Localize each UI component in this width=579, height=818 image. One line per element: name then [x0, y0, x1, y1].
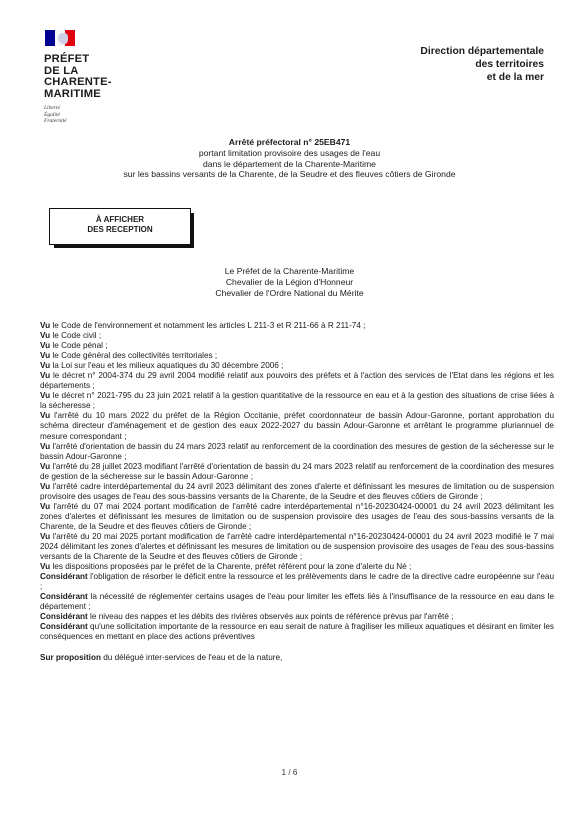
- visa-lead: Considérant: [40, 592, 88, 602]
- direction-line: et de la mer: [486, 72, 544, 83]
- visa-lead: Considérant: [40, 612, 88, 622]
- visa-lead: Vu: [40, 531, 51, 541]
- visa-lead: Vu: [40, 501, 51, 511]
- logo-text: [44, 54, 154, 100]
- visa-paragraph: [40, 612, 554, 622]
- visa-text: l'obligation de résorber le déficit entre la ressource et les prélèvements dans le cadre de la directive cadre européenne sur l'eau ;: [40, 572, 554, 592]
- motto-line: Égalité: [44, 111, 60, 118]
- prefecture-logo: [44, 30, 154, 125]
- visa-lead: Vu: [40, 361, 51, 371]
- visa-text: l'arrêté du 20 mai 2025 portant modification de l'arrêté cadre interdépartemental n°16-20230424-00001 du 24 avril 2023 modifié le 7 mai 2024 délimitant les zones d'alertes et définissant les mesures de limitation ou de suspension provisoire des usages de l'eau des sous-bassins versants de la Charente de la Seudre et des fleuves côtiers de Gironde ;: [40, 531, 554, 562]
- visa-lead: Vu: [40, 441, 51, 451]
- republic-motto: [44, 105, 154, 125]
- posting-stamp-box: [49, 208, 191, 245]
- decree-subtitle: sur les bassins versants de la Charente, de la Seudre et des fleuves côtiers de Gironde: [123, 169, 456, 180]
- decree-number: Arrêté préfectoral n° 25EB471: [228, 137, 351, 147]
- visa-paragraph: [40, 411, 554, 441]
- visa-paragraph: [40, 321, 554, 331]
- visa-text: l'arrêté du 10 mars 2022 du préfet de la Région Occitanie, préfet coordonnateur de bassin Adour-Garonne, portant approbation du schéma directeur d'aménagement et de gestion des eaux 2022-2027 du bassin Adour-Garonne et arrêtant le programme pluriannuel de mesure correspondant ;: [40, 411, 554, 441]
- visa-paragraph: [40, 442, 554, 462]
- prefect-line: Chevalier de l'Ordre National du Mérite: [215, 287, 364, 298]
- visa-lead: Vu: [40, 371, 51, 381]
- visa-paragraph: [40, 592, 554, 612]
- visa-paragraph: [40, 371, 554, 391]
- marianne-flag-icon: [45, 30, 75, 46]
- decree-body: [40, 321, 554, 663]
- visa-lead: Vu: [40, 331, 51, 341]
- visa-text: qu'une sollicitation importante de la ressource en eau serait de nature à fragiliser les milieux aquatiques et désirant en limiter les conséquences en mettant en place des actions préventives: [40, 622, 555, 642]
- issuing-direction: [420, 45, 544, 84]
- stamp-line: DES RECEPTION: [87, 225, 153, 234]
- visa-text: l'arrêté du 28 juillet 2023 modifiant l'arrêté d'orientation de bassin du 24 mars 2023 relatif au renforcement de la coordination des mesures de gestion de la sécheresse sur le bassin Adour-Garonne ;: [40, 461, 554, 481]
- visa-paragraph: [40, 341, 554, 351]
- proposal-lead: Sur proposition: [40, 652, 101, 662]
- visa-paragraph: [40, 331, 554, 341]
- visa-lead: Considérant: [40, 572, 88, 582]
- decree-subtitle: dans le département de la Charente-Maritime: [203, 158, 376, 169]
- stamp-line: À AFFICHER: [95, 215, 145, 224]
- visa-paragraph: [40, 351, 554, 361]
- visa-lead: Vu: [40, 391, 51, 401]
- visa-paragraph: [40, 572, 554, 592]
- visa-text: la nécessité de réglementer certains usages de l'eau pour limiter les effets liés à l'insuffisance de la ressource en eau dans le département ;: [40, 592, 554, 612]
- visa-paragraph: [40, 562, 554, 572]
- visa-lead: Considérant: [40, 622, 88, 632]
- visa-text: l'arrêté du 07 mai 2024 portant modification de l'arrêté cadre interdépartemental n°16-20230424-00001 du 24 avril 2023 délimitant les zones d'alertes et définissant les mesures de limitation ou de suspension provisoire des usages de l'eau des sous-bassins versants de la Charente, de la Seudre et des fleuves côtiers de Gironde ;: [40, 501, 554, 531]
- visa-paragraph: [40, 361, 554, 371]
- decree-title: [0, 137, 579, 180]
- logo-line: PRÉFET: [44, 53, 90, 65]
- visa-text: le décret n° 2004-374 du 29 avril 2004 modifié relatif aux pouvoirs des préfets et à l'action des services de l'Etat dans les régions et les départements ;: [40, 371, 554, 391]
- visa-lead: Vu: [40, 562, 51, 572]
- visa-paragraph: [40, 502, 554, 532]
- visa-text: le décret n° 2021-795 du 23 juin 2021 relatif à la gestion quantitative de la ressource en eau et à la gestion des situations de crise liées à la sécheresse ;: [40, 391, 554, 411]
- decree-subtitle: portant limitation provisoire des usages de l'eau: [198, 147, 381, 158]
- visa-paragraph: [40, 462, 554, 482]
- direction-line: Direction départementale: [420, 46, 544, 57]
- prefect-line: Le Préfet de la Charente-Maritime: [224, 266, 355, 276]
- logo-line: MARITIME: [44, 87, 101, 100]
- visa-paragraph: [40, 532, 554, 562]
- prefect-titles: [0, 266, 579, 298]
- visa-paragraph: [40, 391, 554, 411]
- visa-paragraph: [40, 482, 554, 502]
- visa-lead: Vu: [40, 411, 51, 421]
- visa-list: [40, 321, 554, 643]
- visa-lead: Vu: [40, 481, 51, 491]
- visa-lead: Vu: [40, 321, 51, 330]
- visa-text: le Code pénal ;: [50, 341, 108, 351]
- page-number: 1 / 6: [281, 768, 298, 777]
- visa-lead: Vu: [40, 351, 51, 361]
- proposal-paragraph: [40, 653, 554, 663]
- motto-line: Liberté: [44, 105, 60, 111]
- prefect-line: Chevalier de la Légion d'Honneur: [225, 276, 354, 287]
- visa-text: l'arrêté cadre interdépartemental du 24 avril 2023 délimitant des zones d'alerte et définissant les mesures de limitation ou de suspension provisoire des usages de l'eau des sous-bassins versants de la Charente, de la Seudre et des fleuves côtiers de Gironde ;: [40, 481, 554, 501]
- visa-text: la Loi sur l'eau et les milieux aquatiques du 30 décembre 2006 ;: [50, 361, 284, 371]
- proposal-text: du délégué inter-services de l'eau et de la nature,: [100, 652, 283, 662]
- visa-text: le niveau des nappes et les débits des rivières observés aux points de référence prévus par l'arrêté ;: [87, 612, 454, 622]
- visa-text: les dispositions proposées par le préfet de la Charente, préfet référent pour la zone d'alerte du Né ;: [50, 562, 412, 572]
- visa-text: le Code civil ;: [50, 331, 102, 341]
- visa-lead: Vu: [40, 461, 51, 471]
- visa-paragraph: [40, 622, 554, 642]
- visa-lead: Vu: [40, 341, 51, 351]
- logo-line: CHARENTE-: [44, 76, 112, 88]
- visa-text: le Code général des collectivités territoriales ;: [50, 351, 218, 361]
- direction-line: des territoires: [475, 59, 544, 70]
- logo-line: DE LA: [44, 64, 79, 77]
- visa-text: l'arrêté d'orientation de bassin du 24 mars 2023 relatif au renforcement de la coordination des mesures de gestion de la sécheresse sur le bassin Adour-Garonne ;: [40, 441, 554, 461]
- motto-line: Fraternité: [44, 118, 67, 124]
- visa-text: le Code de l'environnement et notamment les articles L 211-3 et R 211-66 à R 211-74 ;: [50, 321, 366, 330]
